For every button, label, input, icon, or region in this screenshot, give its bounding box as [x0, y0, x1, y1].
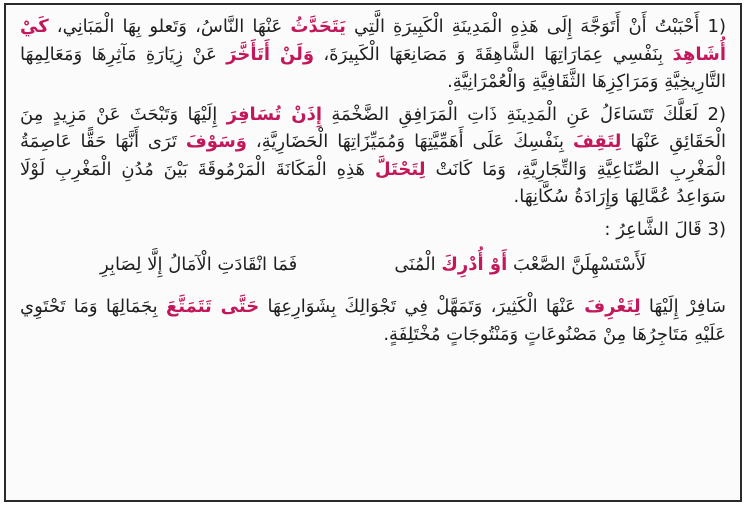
- text-segment: فَمَا انْقَادَتِ الْآمَالُ إِلَّا لِصَابِرِ: [100, 254, 298, 275]
- highlighted-verb: يَتَحَدَّثُ: [290, 16, 346, 37]
- paragraph-2: [20, 101, 726, 211]
- text-segment: عَنْهَا النَّاسُ، وَتَعلو بِهَا الْمَبَانِي،: [48, 16, 291, 37]
- closing-paragraph: [20, 293, 726, 348]
- text-segment: لَعَلَّكَ تَتَسَاءَلُ عَنِ الْمَدِينَةِ ذَاتِ الْمَرَافِقِ الضَّخْمَةِ: [322, 103, 699, 125]
- highlighted-verb: وَسَوْفَ: [185, 131, 247, 152]
- highlighted-verb: وَلَنْ أَتَأَخَّرَ: [226, 43, 315, 65]
- highlighted-verb: حَتَّى تَتَمَتَّعَ: [166, 296, 260, 317]
- poem-second-hemistich: [100, 251, 297, 279]
- text-segment: هَذِهِ الْمَكَانَةَ الْمَرْمُوقَةَ بَيْنَ مُدُنِ الْمَغْرِبِ لَوْلَا سَوَاعِدُ عُمَّالِهَا وَإِرَادَةُ سُكَّانِهَا.: [20, 158, 726, 207]
- poem-first-hemistich: [394, 251, 646, 279]
- text-segment: أَحْبَبْتُ أَنْ أَتَوَجَّهَ إِلَى هَذِهِ الْمَدِينَةِ الْكَبِيرَةِ الَّتِي: [345, 16, 700, 37]
- text-segment: لَأَسْتَسْهِلَنَّ الصَّعْبَ: [507, 254, 646, 275]
- highlighted-verb: لِتَعْرِفَ: [584, 296, 641, 317]
- highlighted-verb: كَيْ أُشَاهِدَ: [20, 16, 726, 65]
- paragraph-3: [20, 216, 726, 244]
- text-segment: إِلَيْهَا وَتَبْحَثَ عَنْ مَزِيدٍ مِنَ الْحَقَائِقِ عَنْهَا: [20, 103, 726, 152]
- text-segment: بِنَفْسِي عِمَارَاتِهَا الشَّاهِقَةَ وَ مَصَانِعَهَا الْكَبِيرَةَ،: [314, 43, 673, 65]
- text-segment: بِنَفْسِكَ عَلَى أَهَمِّيَّتِهَا وَمُمَيِّزَاتِهَا الْحَضَارِيَّةِ،: [246, 131, 573, 152]
- highlighted-verb: لِتَحْتَلَّ: [375, 158, 426, 180]
- highlighted-verb: إِذَنْ تُسَافِرَ: [226, 103, 323, 125]
- text-frame: [4, 3, 742, 502]
- paragraph-3-number: 3): [707, 218, 726, 240]
- text-segment: عَنْهَا الْكَثِيرَ، وَتَمَهَّلْ فِي تَجْوَالِكَ بِشَوَارِعِهَا: [259, 296, 585, 317]
- paragraph-2-number: 2): [707, 103, 726, 125]
- text-segment: سَافِرْ إِلَيْهَا: [640, 296, 727, 317]
- exercise-content: [20, 13, 726, 494]
- paragraph-1-number: 1): [707, 16, 727, 37]
- text-segment: بِجَمَالِهَا وَمَا تَحْتَوِي عَلَيْهِ مَتَاجِرُهَا مِنْ مَصْنُوعَاتٍ وَمَنْتُوجَاتٍ مُخْتَلِفَةٍ.: [20, 296, 726, 345]
- paragraph-1: [20, 13, 726, 96]
- text-segment: الْمُنَى: [394, 254, 442, 275]
- highlighted-verb: أَوْ أُدْرِكَ: [441, 254, 508, 275]
- text-segment: تَرَى أَنَّهَا حَقًّا عَاصِمَةُ الْمَغْرِبِ الصِّنَاعِيَّةِ وَالتِّجَارِيَّةِ، وَمَا كَانَتْ: [20, 131, 727, 180]
- poem-verse: [20, 245, 726, 293]
- text-segment: عَنْ زِيَارَةِ مَآثِرِهَا وَمَعَالِمِهَا التَّارِيخِيَّةِ وَمَرَاكِزِهَا الثَّقَافِيَّةِ وَالْعُمْرَانِيَّةِ.: [20, 43, 726, 92]
- poet-intro: قَالَ الشَّاعِرُ :: [604, 218, 702, 240]
- highlighted-verb: لِتَقِفَ: [572, 131, 622, 152]
